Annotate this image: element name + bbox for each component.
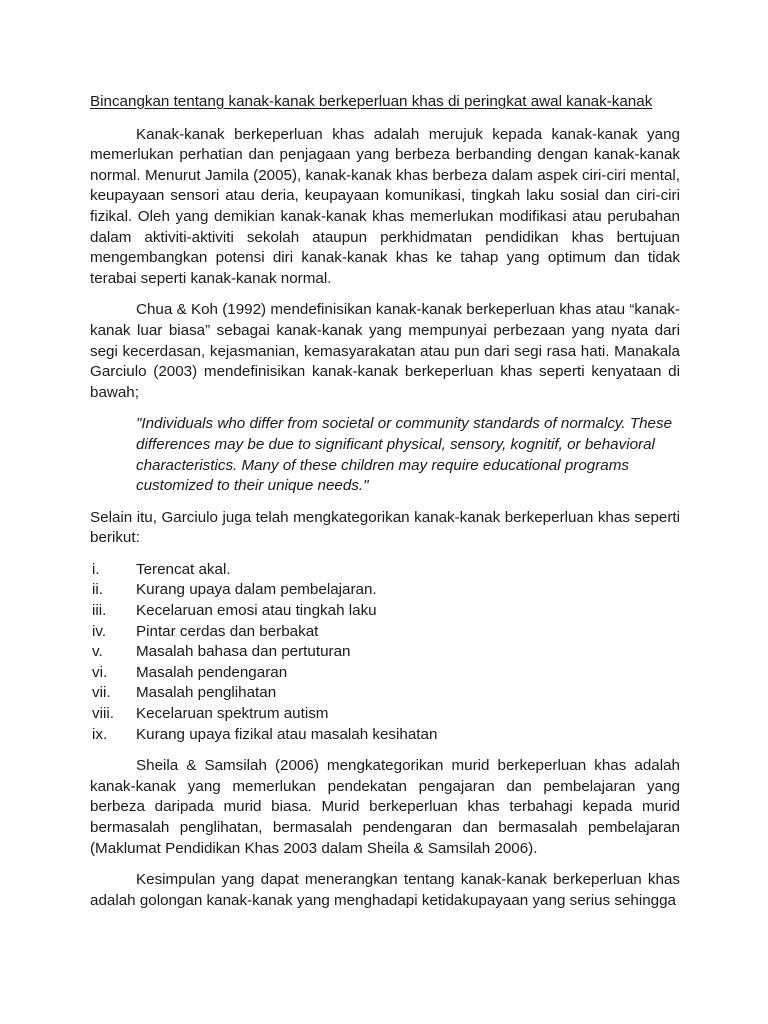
- list-item-number: i.: [92, 560, 100, 578]
- list-item: [90, 601, 680, 622]
- list-item: [90, 642, 680, 663]
- list-item-text: Kurang upaya fizikal atau masalah kesihatan: [136, 725, 438, 743]
- list-item-text: Masalah penglihatan: [136, 684, 277, 702]
- document-body: [90, 92, 680, 922]
- list-item: [90, 725, 680, 746]
- document-title: Bincangkan tentang kanak-kanak berkeperluan khas di peringkat awal kanak-kanak: [90, 93, 653, 110]
- list-item: [90, 622, 680, 643]
- list-item: [90, 683, 680, 704]
- category-list: [90, 560, 680, 745]
- list-item-number: ii.: [92, 581, 103, 599]
- list-item-text: Kurang upaya dalam pembelajaran.: [136, 581, 377, 599]
- garciulo-quote: "Individuals who differ from societal or community standards of normalcy. These differences may be due to significant physical, sensory, kognitif, or behavioral characteristics. Many of these children may require educational programs customized to their unique needs.": [136, 415, 673, 495]
- list-item-number: iv.: [92, 622, 107, 640]
- list-item: [90, 663, 680, 684]
- list-item-text: Terencat akal.: [136, 560, 231, 578]
- paragraph-definition: Kanak-kanak berkeperluan khas adalah merujuk kepada kanak-kanak yang memerlukan perhatian dan penjagaan yang berbeza berbanding dengan kanak-kanak normal. Menurut Jamila (2005), kanak-kanak khas berbeza dalam aspek ciri-ciri mental, keupayaan sensori atau deria, keupayaan komunikasi, tingkah laku sosial dan ciri-ciri fizikal. Oleh yang demikian kanak-kanak khas memerlukan modifikasi atau perubahan dalam aktiviti-aktiviti sekolah ataupun perkhidmatan pendidikan khas bertujuan mengembangkan potensi diri kanak-kanak khas ke tahap yang optimum dan tidak terabai seperti kanak-kanak normal.: [90, 125, 680, 287]
- list-item: [90, 704, 680, 725]
- list-item-text: Kecelaruan spektrum autism: [136, 705, 329, 723]
- paragraph-sheila-samsilah: Sheila & Samsilah (2006) mengkategorikan murid berkeperluan khas adalah kanak-kanak yang memerlukan pendekatan pengajaran dan pembelajaran yang berbeza daripada murid biasa. Murid berkeperluan khas terbahagi kepada murid bermasalah penglihatan, bermasalah pendengaran dan bermasalah pembelajaran (Maklumat Pendidikan Khas 2003 dalam Sheila & Samsilah 2006).: [90, 757, 680, 857]
- list-item-text: Kecelaruan emosi atau tingkah laku: [136, 602, 377, 620]
- list-item-number: viii.: [92, 705, 114, 723]
- list-item-text: Masalah pendengaran: [136, 663, 288, 681]
- list-item-number: iii.: [92, 602, 107, 620]
- list-item-number: v.: [92, 643, 103, 661]
- list-item-text: Masalah bahasa dan pertuturan: [136, 643, 351, 661]
- list-item-number: vi.: [92, 663, 108, 681]
- list-item-number: ix.: [92, 725, 108, 743]
- list-item-number: vii.: [92, 684, 111, 702]
- paragraph-chua-koh: Chua & Koh (1992) mendefinisikan kanak-kanak berkeperluan khas atau “kanak-kanak luar biasa” sebagai kanak-kanak yang mempunyai perbezaan yang nyata dari segi kecerdasan, kejasmanian, kemasyarakatan atau pun dari segi rasa hati. Manakala Garciulo (2003) mendefinisikan kanak-kanak berkeperluan khas seperti kenyataan di bawah;: [90, 301, 680, 401]
- paragraph-list-intro: Selain itu, Garciulo juga telah mengkategorikan kanak-kanak berkeperluan khas seperti berikut:: [90, 508, 680, 547]
- list-item: [90, 580, 680, 601]
- list-item-text: Pintar cerdas dan berbakat: [136, 622, 319, 640]
- list-item: [90, 560, 680, 581]
- paragraph-conclusion: Kesimpulan yang dapat menerangkan tentang kanak-kanak berkeperluan khas adalah golongan kanak-kanak yang menghadapi ketidakupayaan yang serius sehingga: [90, 871, 680, 909]
